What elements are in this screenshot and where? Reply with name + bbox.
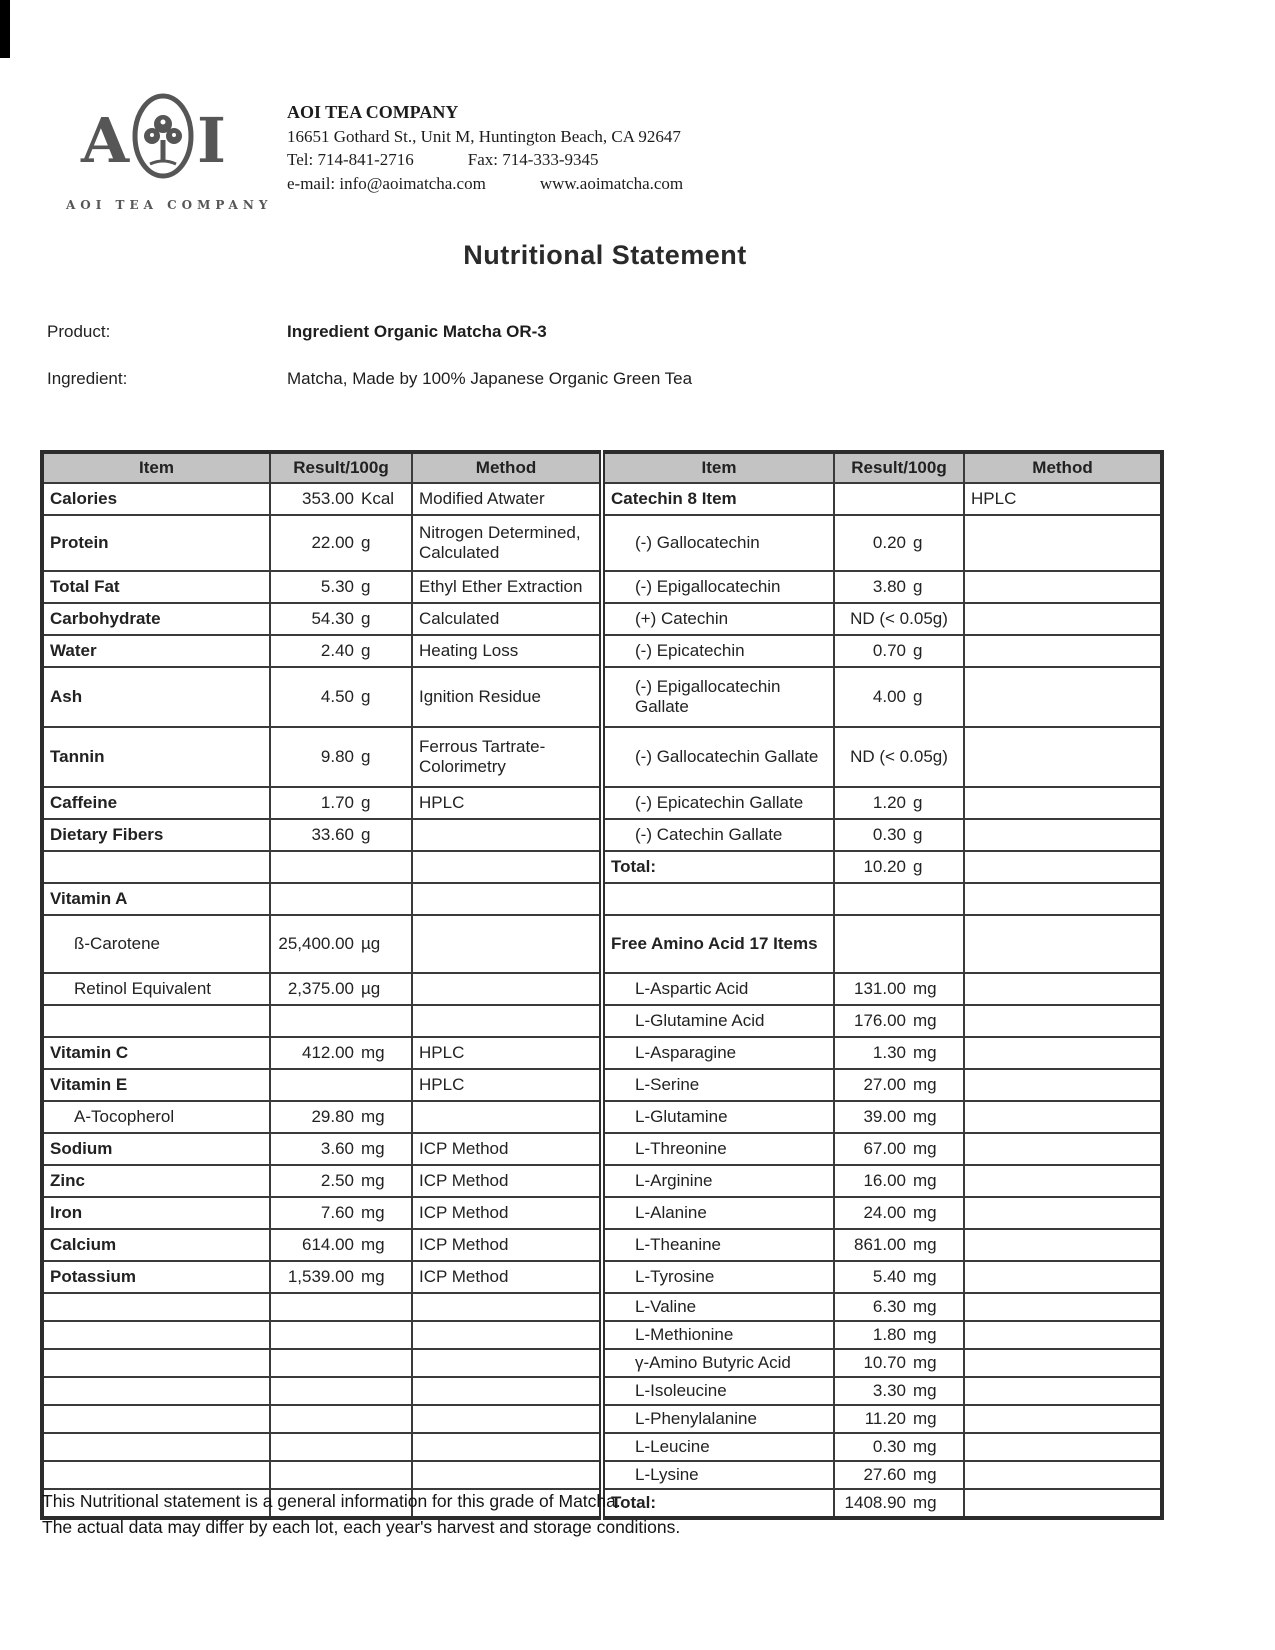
result-cell: 4.50 g	[270, 667, 412, 727]
method-cell	[412, 851, 602, 883]
method-cell	[412, 1461, 602, 1489]
item-cell: L-Phenylalanine	[602, 1405, 834, 1433]
result-cell: 6.30 mg	[834, 1293, 964, 1321]
method-cell: HPLC	[412, 1037, 602, 1069]
table-row	[42, 1101, 1162, 1133]
item-cell: L-Theanine	[602, 1229, 834, 1261]
item-cell: Dietary Fibers	[42, 819, 270, 851]
ingredient-row	[47, 369, 1147, 389]
method-cell	[964, 1037, 1162, 1069]
item-cell: Sodium	[42, 1133, 270, 1165]
item-cell: Catechin 8 Item	[602, 483, 834, 515]
result-cell	[270, 1321, 412, 1349]
company-email: e-mail: info@aoimatcha.com	[287, 173, 486, 193]
method-cell	[964, 1461, 1162, 1489]
method-cell: Calculated	[412, 603, 602, 635]
method-cell	[964, 819, 1162, 851]
result-cell: 3.30 mg	[834, 1377, 964, 1405]
item-cell: L-Alanine	[602, 1197, 834, 1229]
column-header: Result/100g	[270, 452, 412, 483]
table-row	[42, 1461, 1162, 1489]
method-cell	[964, 851, 1162, 883]
method-cell: HPLC	[412, 1069, 602, 1101]
item-cell: Vitamin A	[42, 883, 270, 915]
item-cell: Tannin	[42, 727, 270, 787]
tea-tree-icon	[130, 92, 196, 190]
result-cell: 412.00 mg	[270, 1037, 412, 1069]
method-cell	[412, 915, 602, 973]
item-cell: Caffeine	[42, 787, 270, 819]
item-cell: A-Tocopherol	[42, 1101, 270, 1133]
result-cell: 29.80 mg	[270, 1101, 412, 1133]
table-row	[42, 727, 1162, 787]
company-tel: Tel: 714-841-2716	[287, 150, 414, 170]
table-row	[42, 787, 1162, 819]
result-cell: 353.00 Kcal	[270, 483, 412, 515]
table-row	[42, 1349, 1162, 1377]
item-cell: Calcium	[42, 1229, 270, 1261]
method-cell: Modified Atwater	[412, 483, 602, 515]
result-cell	[270, 1349, 412, 1377]
result-cell: 1.20 g	[834, 787, 964, 819]
item-cell: Protein	[42, 515, 270, 571]
method-cell	[412, 973, 602, 1005]
item-cell: Total:	[602, 851, 834, 883]
result-cell: 0.30 g	[834, 819, 964, 851]
method-cell	[964, 1197, 1162, 1229]
item-cell: (-) Epigallocatechin	[602, 571, 834, 603]
result-cell: 27.60 mg	[834, 1461, 964, 1489]
method-cell	[964, 915, 1162, 973]
result-cell: 0.70 g	[834, 635, 964, 667]
method-cell: ICP Method	[412, 1261, 602, 1293]
item-cell	[42, 1377, 270, 1405]
result-cell	[270, 883, 412, 915]
method-cell	[964, 1101, 1162, 1133]
method-cell	[412, 1405, 602, 1433]
result-cell: 4.00 g	[834, 667, 964, 727]
result-cell: 1.70 g	[270, 787, 412, 819]
result-cell: 3.80 g	[834, 571, 964, 603]
item-cell: Iron	[42, 1197, 270, 1229]
item-cell: ß-Carotene	[42, 915, 270, 973]
result-cell: 1,539.00 mg	[270, 1261, 412, 1293]
method-cell: Ferrous Tartrate-Colorimetry	[412, 727, 602, 787]
result-cell	[270, 1405, 412, 1433]
method-cell: Ignition Residue	[412, 667, 602, 727]
method-cell	[964, 1377, 1162, 1405]
nutrition-table-wrap	[40, 450, 1164, 1520]
method-cell	[964, 727, 1162, 787]
method-cell: ICP Method	[412, 1133, 602, 1165]
table-row	[42, 1229, 1162, 1261]
result-cell	[270, 851, 412, 883]
method-cell	[964, 1349, 1162, 1377]
item-cell: L-Asparagine	[602, 1037, 834, 1069]
company-name: AOI TEA COMPANY	[287, 102, 459, 122]
result-cell: 861.00 mg	[834, 1229, 964, 1261]
footer-line-1: This Nutritional statement is a general information for this grade of Matcha.	[42, 1491, 621, 1511]
table-row	[42, 1293, 1162, 1321]
result-cell: 5.30 g	[270, 571, 412, 603]
table-row	[42, 1069, 1162, 1101]
item-cell: L-Aspartic Acid	[602, 973, 834, 1005]
method-cell	[412, 1433, 602, 1461]
column-header: Item	[602, 452, 834, 483]
method-cell	[412, 819, 602, 851]
item-cell: (-) Epicatechin Gallate	[602, 787, 834, 819]
item-cell: Free Amino Acid 17 Items	[602, 915, 834, 973]
company-address: 16651 Gothard St., Unit M, Huntington Beach, CA 92647	[287, 126, 681, 146]
method-cell	[964, 1489, 1162, 1518]
item-cell	[602, 883, 834, 915]
result-cell: 2.40 g	[270, 635, 412, 667]
result-cell: 3.60 mg	[270, 1133, 412, 1165]
result-cell	[270, 1005, 412, 1037]
product-label: Product:	[47, 322, 111, 341]
result-cell: 39.00 mg	[834, 1101, 964, 1133]
column-header: Item	[42, 452, 270, 483]
ingredient-value: Matcha, Made by 100% Japanese Organic Green Tea	[287, 369, 693, 388]
table-row	[42, 1377, 1162, 1405]
method-cell: Ethyl Ether Extraction	[412, 571, 602, 603]
table-row	[42, 1321, 1162, 1349]
result-cell: 2.50 mg	[270, 1165, 412, 1197]
result-cell: 10.70 mg	[834, 1349, 964, 1377]
result-cell: 27.00 mg	[834, 1069, 964, 1101]
item-cell: L-Glutamine Acid	[602, 1005, 834, 1037]
result-cell: 9.80 g	[270, 727, 412, 787]
result-cell: 5.40 mg	[834, 1261, 964, 1293]
item-cell: Vitamin E	[42, 1069, 270, 1101]
result-cell: 24.00 mg	[834, 1197, 964, 1229]
method-cell	[964, 1405, 1162, 1433]
logo-caption: AOI TEA COMPANY	[66, 198, 273, 212]
result-cell: 54.30 g	[270, 603, 412, 635]
item-cell: Ash	[42, 667, 270, 727]
result-cell: ND (< 0.05g)	[834, 727, 964, 787]
item-cell	[42, 1405, 270, 1433]
scan-artifact	[0, 0, 10, 58]
result-cell: 67.00 mg	[834, 1133, 964, 1165]
logo-letter-a: A	[80, 104, 130, 177]
table-row	[42, 915, 1162, 973]
item-cell: Total:	[602, 1489, 834, 1518]
method-cell	[964, 635, 1162, 667]
item-cell: L-Serine	[602, 1069, 834, 1101]
item-cell: L-Valine	[602, 1293, 834, 1321]
logo-letter-i: I	[197, 104, 227, 177]
item-cell	[42, 851, 270, 883]
table-row	[42, 973, 1162, 1005]
item-cell: Calories	[42, 483, 270, 515]
item-cell: Potassium	[42, 1261, 270, 1293]
method-cell: HPLC	[964, 483, 1162, 515]
footer-line-2: The actual data may differ by each lot, each year's harvest and storage conditions.	[42, 1517, 681, 1538]
item-cell: (-) Catechin Gallate	[602, 819, 834, 851]
method-cell: ICP Method	[412, 1197, 602, 1229]
result-cell: 176.00 mg	[834, 1005, 964, 1037]
result-cell	[270, 1461, 412, 1489]
table-row	[42, 1005, 1162, 1037]
table-row	[42, 667, 1162, 727]
method-cell: ICP Method	[412, 1165, 602, 1197]
result-cell	[270, 1377, 412, 1405]
table-row	[42, 1261, 1162, 1293]
result-cell: 2,375.00 µg	[270, 973, 412, 1005]
ingredient-label: Ingredient:	[47, 369, 128, 388]
method-cell	[964, 787, 1162, 819]
method-cell: Nitrogen Determined, Calculated	[412, 515, 602, 571]
result-cell	[270, 1069, 412, 1101]
item-cell: Vitamin C	[42, 1037, 270, 1069]
table-row	[42, 1037, 1162, 1069]
table-header-row	[42, 452, 1162, 483]
table-row	[42, 515, 1162, 571]
result-cell	[834, 915, 964, 973]
result-cell: 10.20 g	[834, 851, 964, 883]
table-row	[42, 1433, 1162, 1461]
table-row	[42, 1197, 1162, 1229]
company-info	[287, 100, 683, 195]
result-cell: 131.00 mg	[834, 973, 964, 1005]
method-cell	[964, 883, 1162, 915]
method-cell: ICP Method	[412, 1229, 602, 1261]
item-cell	[42, 1293, 270, 1321]
table-row	[42, 571, 1162, 603]
item-cell: L-Arginine	[602, 1165, 834, 1197]
method-cell	[964, 1229, 1162, 1261]
method-cell: HPLC	[412, 787, 602, 819]
table-row	[42, 883, 1162, 915]
item-cell: Total Fat	[42, 571, 270, 603]
item-cell: Carbohydrate	[42, 603, 270, 635]
company-logo	[66, 92, 273, 212]
table-row	[42, 635, 1162, 667]
result-cell: 1.80 mg	[834, 1321, 964, 1349]
table-row	[42, 1133, 1162, 1165]
item-cell: L-Lysine	[602, 1461, 834, 1489]
method-cell	[412, 1377, 602, 1405]
item-cell: (-) Epigallocatechin Gallate	[602, 667, 834, 727]
method-cell	[964, 1293, 1162, 1321]
method-cell	[412, 1349, 602, 1377]
item-cell: (-) Epicatechin	[602, 635, 834, 667]
product-value: Ingredient Organic Matcha OR-3	[287, 322, 547, 341]
result-cell: 0.20 g	[834, 515, 964, 571]
item-cell: Retinol Equivalent	[42, 973, 270, 1005]
item-cell: L-Isoleucine	[602, 1377, 834, 1405]
method-cell	[964, 1321, 1162, 1349]
result-cell: 22.00 g	[270, 515, 412, 571]
item-cell: L-Glutamine	[602, 1101, 834, 1133]
result-cell: 1408.90 mg	[834, 1489, 964, 1518]
result-cell	[270, 1293, 412, 1321]
result-cell: 614.00 mg	[270, 1229, 412, 1261]
column-header: Result/100g	[834, 452, 964, 483]
result-cell	[834, 883, 964, 915]
table-row	[42, 483, 1162, 515]
item-cell: (-) Gallocatechin	[602, 515, 834, 571]
item-cell	[42, 1433, 270, 1461]
method-cell	[412, 883, 602, 915]
method-cell: Heating Loss	[412, 635, 602, 667]
result-cell: 0.30 mg	[834, 1433, 964, 1461]
column-header: Method	[412, 452, 602, 483]
method-cell	[964, 603, 1162, 635]
method-cell	[412, 1101, 602, 1133]
method-cell	[412, 1005, 602, 1037]
item-cell: Water	[42, 635, 270, 667]
table-row	[42, 851, 1162, 883]
item-cell	[42, 1349, 270, 1377]
result-cell: 1.30 mg	[834, 1037, 964, 1069]
method-cell	[964, 1261, 1162, 1293]
item-cell: L-Leucine	[602, 1433, 834, 1461]
method-cell	[964, 973, 1162, 1005]
item-cell	[42, 1321, 270, 1349]
item-cell	[42, 1461, 270, 1489]
result-cell: 33.60 g	[270, 819, 412, 851]
result-cell: ND (< 0.05g)	[834, 603, 964, 635]
result-cell: 7.60 mg	[270, 1197, 412, 1229]
table-row	[42, 603, 1162, 635]
item-cell: L-Tyrosine	[602, 1261, 834, 1293]
item-cell	[42, 1005, 270, 1037]
item-cell: L-Threonine	[602, 1133, 834, 1165]
company-fax: Fax: 714-333-9345	[467, 150, 599, 170]
method-cell	[964, 571, 1162, 603]
table-row	[42, 819, 1162, 851]
page-title: Nutritional Statement	[463, 240, 747, 270]
result-cell: 11.20 mg	[834, 1405, 964, 1433]
item-cell: γ-Amino Butyric Acid	[602, 1349, 834, 1377]
footer-note	[42, 1488, 680, 1541]
column-header: Method	[964, 452, 1162, 483]
product-row	[47, 322, 1147, 342]
method-cell	[964, 1069, 1162, 1101]
item-cell: (+) Catechin	[602, 603, 834, 635]
result-cell: 25,400.00 µg	[270, 915, 412, 973]
result-cell: 16.00 mg	[834, 1165, 964, 1197]
method-cell	[964, 1133, 1162, 1165]
method-cell	[964, 515, 1162, 571]
method-cell	[412, 1293, 602, 1321]
item-cell: Zinc	[42, 1165, 270, 1197]
table-row	[42, 1165, 1162, 1197]
method-cell	[964, 1433, 1162, 1461]
method-cell	[412, 1321, 602, 1349]
item-cell: L-Methionine	[602, 1321, 834, 1349]
result-cell	[270, 1433, 412, 1461]
result-cell	[834, 483, 964, 515]
table-row	[42, 1405, 1162, 1433]
company-website: www.aoimatcha.com	[539, 173, 684, 193]
item-cell: (-) Gallocatechin Gallate	[602, 727, 834, 787]
nutrition-table	[40, 450, 1164, 1520]
method-cell	[964, 1005, 1162, 1037]
method-cell	[964, 667, 1162, 727]
method-cell	[964, 1165, 1162, 1197]
